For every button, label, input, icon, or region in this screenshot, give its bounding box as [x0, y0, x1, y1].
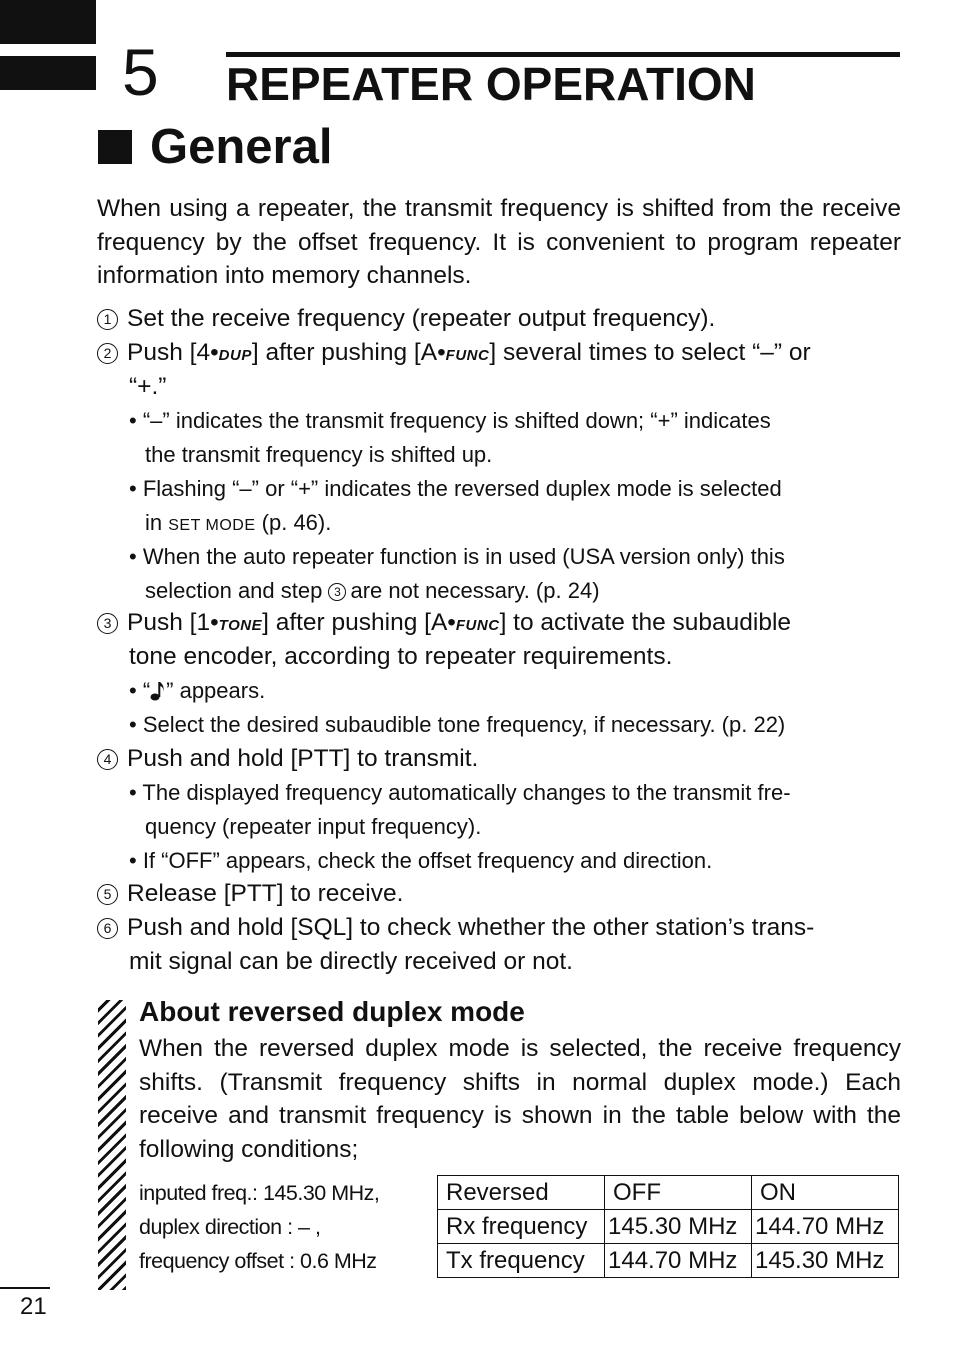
- note: • If “OFF” appears, check the offset frequency and direction.: [129, 848, 713, 873]
- condition-line: duplex direction : – ,: [139, 1215, 321, 1239]
- intro-paragraph: When using a repeater, the transmit frequency is shifted from the receive frequency by the offset frequency. It is convenient to program repeater information into memory channels.: [97, 195, 901, 289]
- table-cell: OFF: [605, 1176, 752, 1210]
- table-cell: 144.70 MHz: [605, 1244, 752, 1278]
- table-header-row: [438, 1176, 899, 1210]
- step-text: ] to activate the subaudible: [499, 609, 792, 636]
- table-cell: Tx frequency: [438, 1244, 605, 1278]
- step-5: [97, 877, 403, 911]
- square-bullet-icon: [98, 130, 132, 164]
- step-3-cont: tone encoder, according to repeater requirements.: [129, 643, 673, 670]
- note-text: in: [145, 510, 163, 535]
- chapter-title: REPEATER OPERATION: [226, 58, 756, 110]
- table-cell: 145.30 MHz: [752, 1244, 899, 1278]
- step-text: Push [4•: [127, 339, 219, 366]
- step-4: [97, 742, 478, 776]
- note-text: • “: [129, 678, 151, 703]
- frequency-table: [437, 1175, 899, 1278]
- step-text: Release [PTT] to receive.: [127, 880, 404, 907]
- note-text: selection and step: [145, 578, 323, 603]
- note: [145, 506, 331, 543]
- step-number: 6: [97, 918, 118, 939]
- key-label: DUP: [218, 347, 252, 364]
- step-1: [97, 302, 715, 336]
- note: the transmit frequency is shifted up.: [145, 442, 493, 467]
- page-number-rule: [0, 1287, 50, 1289]
- step-number: 5: [97, 884, 118, 905]
- about-title: About reversed duplex mode: [139, 996, 525, 1027]
- chapter-rule: [226, 52, 900, 57]
- step-number: 1: [97, 309, 118, 330]
- step-text: Push [1•: [127, 609, 219, 636]
- section-title: General: [150, 120, 333, 174]
- step-2-cont: “+.”: [129, 373, 167, 400]
- step-number: 3: [97, 613, 118, 634]
- note: quency (repeater input frequency).: [145, 814, 482, 839]
- step-3: [97, 606, 791, 643]
- step-text: ] after pushing [A•: [251, 339, 446, 366]
- step-text: ] after pushing [A•: [262, 609, 456, 636]
- note: [129, 674, 265, 708]
- key-label: FUNC: [455, 617, 500, 634]
- table-row: [438, 1244, 899, 1278]
- key-label: TONE: [218, 617, 263, 634]
- step-text: Set the receive frequency (repeater output frequency).: [127, 305, 716, 332]
- step-ref-number: 3: [328, 583, 346, 601]
- note-text: ” appears.: [166, 678, 266, 703]
- step-number: 4: [97, 749, 118, 770]
- condition-line: frequency offset : 0.6 MHz: [139, 1249, 377, 1273]
- note: • Select the desired subaudible tone frequency, if necessary. (p. 22): [129, 712, 786, 737]
- step-6: [97, 911, 814, 945]
- note: • When the auto repeater function is in used (USA version only) this: [129, 544, 785, 569]
- note: • Flashing “–” or “+” indicates the reversed duplex mode is selected: [129, 476, 782, 501]
- step-2: [97, 336, 811, 373]
- page-number: 21: [20, 1293, 47, 1320]
- step-text: Push and hold [SQL] to check whether the other station’s trans-: [127, 914, 815, 941]
- step-text: Push and hold [PTT] to transmit.: [127, 745, 479, 772]
- chapter-number: 5: [122, 35, 159, 109]
- condition-line: inputed freq.: 145.30 MHz,: [139, 1181, 380, 1205]
- music-note-icon: [150, 680, 166, 702]
- about-paragraph: When the reversed duplex mode is selected, the receive frequency shifts. (Transmit frequency shifts in normal duplex mode.) Each receive and transmit frequency is shown in the table below with the following conditions;: [139, 1035, 901, 1163]
- note: • “–” indicates the transmit frequency is shifted down; “+” indicates: [129, 408, 771, 433]
- chapter-tab-bottom: [0, 56, 96, 90]
- table-cell: 145.30 MHz: [605, 1210, 752, 1244]
- key-label: FUNC: [445, 347, 490, 364]
- step-number: 2: [97, 343, 118, 364]
- note: • The displayed frequency automatically changes to the transmit fre-: [129, 780, 791, 805]
- table-cell: ON: [752, 1176, 899, 1210]
- step-text: ] several times to select “–” or: [489, 339, 811, 366]
- table-cell: 144.70 MHz: [752, 1210, 899, 1244]
- chapter-tab-top: [0, 0, 96, 44]
- table-cell: Rx frequency: [438, 1210, 605, 1244]
- step-6-cont: mit signal can be directly received or not.: [129, 948, 573, 975]
- table-row: [438, 1210, 899, 1244]
- note-text: are not necessary. (p. 24): [350, 578, 600, 603]
- hatched-stripe: [98, 1000, 126, 1290]
- note: [145, 574, 600, 608]
- section-heading: [98, 118, 332, 176]
- table-cell: Reversed: [438, 1176, 605, 1210]
- set-mode-label: SET MODE: [168, 517, 256, 534]
- note-text: (p. 46).: [261, 510, 332, 535]
